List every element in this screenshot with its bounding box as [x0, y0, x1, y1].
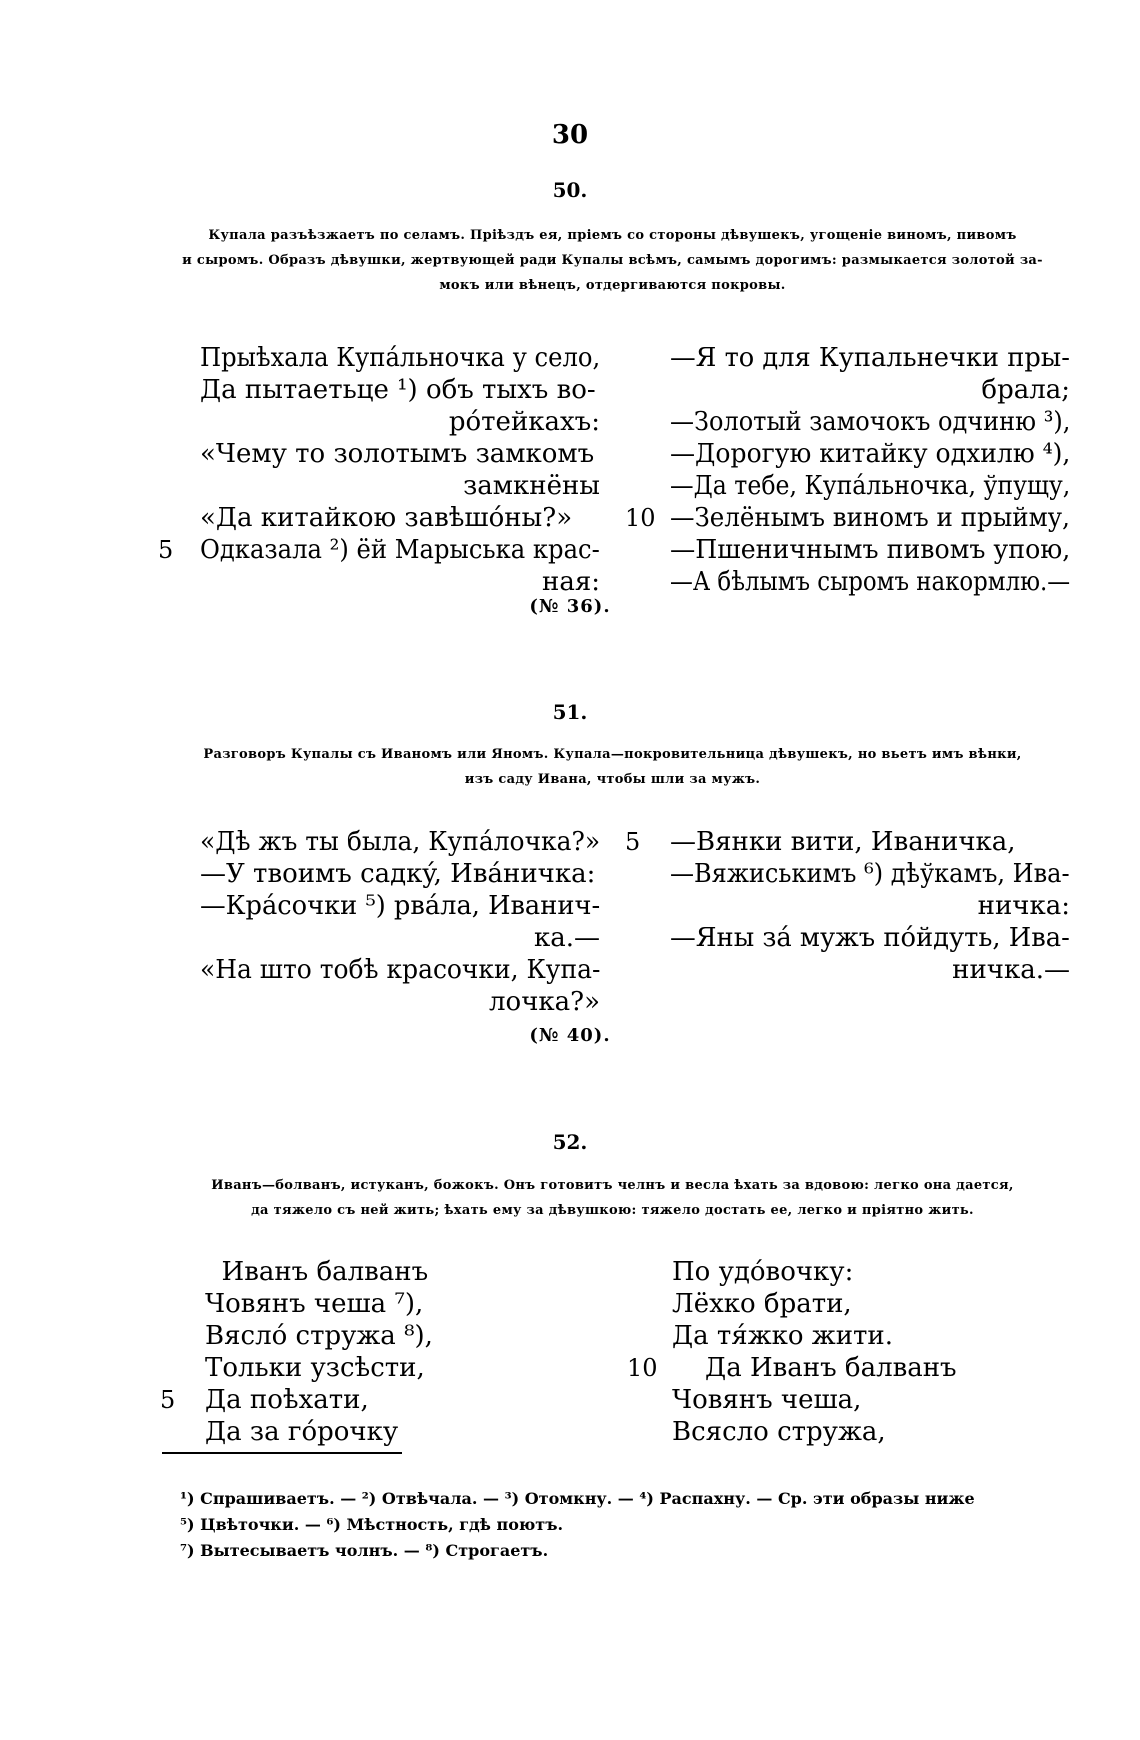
verse-text: —Яны зá мужъ пóйдуть, Ива- — [670, 923, 1070, 953]
verse-text: —Зелёнымъ виномъ и прыйму, — [670, 503, 1070, 533]
verse-text: Лёхко брати, — [672, 1289, 852, 1319]
verse-line — [200, 858, 600, 890]
intro-line: и сыромъ. Образъ дѣвушки, жертвующей ради Купалы всѣмъ, самымъ дорогимъ: размыкается золотой за- — [182, 253, 1043, 268]
footnote-line: ⁷) Вытесываетъ чолнъ. — ⁸) Строгаетъ. — [180, 1541, 549, 1560]
verse-line — [670, 534, 1070, 566]
verse-line — [200, 374, 600, 406]
verse-text: —Вянки вити, Иваничка, — [670, 827, 1016, 857]
verse-line — [672, 1416, 1032, 1448]
verse-line — [205, 1352, 565, 1384]
song-52-intro — [160, 1173, 1065, 1223]
verse-line — [200, 470, 600, 502]
verse-line — [200, 566, 600, 598]
verse-line — [200, 922, 600, 954]
verse-line — [200, 406, 600, 438]
line-number: 5 — [158, 536, 174, 564]
line-number: 5 — [160, 1386, 176, 1414]
verse-text: ная: — [542, 567, 600, 597]
verse-line — [670, 858, 1070, 890]
footnote-divider — [162, 1452, 402, 1454]
song-50-left-column — [158, 342, 601, 598]
footnote-line: ¹) Спрашиваетъ. — ²) Отвѣчала. — ³) Отомкну. — ⁴) Распахну. — Ср. эти образы ниже — [180, 1489, 975, 1508]
song-50-reference: (№ 36). — [529, 596, 611, 617]
footnotes — [180, 1486, 975, 1564]
verse-text: —Да тебе, Купáльночка, ўпущу, — [670, 471, 1071, 501]
verse-text: —Крáсочки ⁵) рвáла, Иванич- — [200, 891, 601, 921]
song-number-50: 50. — [552, 178, 588, 202]
verse-line — [627, 1352, 1032, 1384]
verse-line — [670, 438, 1070, 470]
verse-line — [625, 826, 1070, 858]
verse-line — [200, 438, 600, 470]
footnote-line: ⁵) Цвѣточки. — ⁶) Мѣстность, гдѣ поютъ. — [180, 1515, 564, 1534]
verse-text: Иванъ балванъ — [205, 1257, 429, 1287]
verse-line — [672, 1288, 1032, 1320]
verse-text: Вясло́ стружа ⁸), — [205, 1321, 433, 1351]
verse-line — [672, 1256, 1032, 1288]
verse-line — [625, 502, 1070, 534]
verse-line — [670, 954, 1070, 986]
verse-text: Прыѣхала Купáльночка у село, — [200, 343, 601, 373]
song-52-left-column — [160, 1256, 565, 1448]
verse-line — [672, 1320, 1032, 1352]
verse-text: ничка: — [977, 891, 1070, 921]
verse-line — [670, 922, 1070, 954]
verse-text: «Да китайкою завѣшóны?» — [200, 503, 573, 533]
verse-line — [205, 1256, 565, 1288]
verse-text: Всясло стружа, — [672, 1417, 886, 1447]
verse-line — [670, 470, 1070, 502]
intro-line: да тяжело съ ней жить; ѣхать ему за дѣвушкою: тяжело достать ее, легко и прiятно жить. — [251, 1203, 974, 1218]
intro-line: изъ саду Ивана, чтобы шли за мужъ. — [464, 772, 761, 787]
song-51-left-column — [200, 826, 600, 1018]
verse-line — [200, 342, 600, 374]
song-50-right-column — [625, 342, 1071, 598]
verse-text: Човянъ чеша, — [672, 1385, 862, 1415]
verse-text: лочка?» — [489, 987, 600, 1017]
verse-text: —Золотый замочокъ одчиню ³), — [670, 407, 1071, 437]
page-number: 30 — [551, 120, 589, 150]
song-51-reference: (№ 40). — [529, 1025, 611, 1046]
line-number: 10 — [627, 1354, 658, 1382]
verse-text: «Чему то золотымъ замкомъ — [200, 439, 595, 469]
verse-line — [672, 1384, 1032, 1416]
verse-line — [670, 374, 1070, 406]
verse-text: —Я то для Купальнечки пры- — [670, 343, 1070, 373]
verse-text: «Дѣ жъ ты была, Купáлочка?» — [200, 827, 601, 857]
line-number: 10 — [625, 504, 656, 532]
verse-text: Човянъ чеша ⁷), — [205, 1289, 424, 1319]
song-number-52: 52. — [552, 1130, 588, 1154]
line-number: 5 — [625, 828, 641, 856]
verse-text: Да поѣхати, — [205, 1385, 369, 1415]
verse-line — [200, 502, 600, 534]
intro-line: Разговоръ Купалы съ Иваномъ или Яномъ. Купала—покровительница дѣвушекъ, но вьетъ имъ вѣнки, — [203, 747, 1022, 762]
verse-line — [205, 1320, 565, 1352]
verse-text: —Пшеничнымъ пивомъ упою, — [670, 535, 1071, 565]
song-51-intro — [160, 742, 1065, 792]
verse-text: По удóвочку: — [672, 1257, 854, 1287]
verse-line — [205, 1416, 565, 1448]
verse-text: —А бѣлымъ сыромъ накормлю.— — [670, 567, 1071, 597]
verse-text: «На што тобѣ красочки, Купа- — [200, 955, 601, 985]
verse-line — [670, 406, 1070, 438]
verse-line — [670, 566, 1070, 598]
song-51-right-column — [625, 826, 1070, 986]
verse-text: Да Иванъ балванъ — [672, 1353, 957, 1383]
verse-text: ка.— — [533, 923, 600, 953]
verse-line — [670, 342, 1070, 374]
verse-text: Одказала ²) ёй Марыська крас- — [200, 535, 600, 565]
verse-text: —Вяжиськимъ ⁶) дѣўкамъ, Ива- — [670, 859, 1070, 889]
verse-text: Да за гóрочку — [205, 1417, 399, 1447]
verse-text: Да тя́жко жити. — [672, 1321, 893, 1351]
song-number-51: 51. — [552, 700, 588, 724]
verse-text: —Дорогую китайку одхилю ⁴), — [670, 439, 1071, 469]
verse-line — [200, 826, 600, 858]
verse-line — [200, 890, 600, 922]
verse-line — [160, 1384, 565, 1416]
verse-text: брала; — [981, 375, 1070, 405]
verse-text: —У твоимъ садкý, Ивáничка: — [200, 859, 596, 889]
verse-line — [158, 534, 600, 566]
verse-text: Да пытаетьце ¹) объ тыхъ во- — [200, 375, 596, 405]
verse-line — [205, 1288, 565, 1320]
verse-text: замкнёны — [463, 471, 600, 501]
intro-line: Купала разъѣзжаетъ по селамъ. Прiѣздъ ея, прiемъ со стороны дѣвушекъ, угощенiе виномъ, пивомъ — [208, 228, 1017, 243]
song-52-right-column — [627, 1256, 1032, 1448]
intro-line: Иванъ—болванъ, истуканъ, божокъ. Онъ готовитъ челнъ и весла ѣхать за вдовою: легко она дается, — [211, 1178, 1014, 1193]
intro-line: мокъ или вѣнецъ, отдергиваются покровы. — [439, 278, 786, 293]
song-50-intro — [160, 223, 1065, 298]
verse-line — [200, 986, 600, 1018]
verse-text: рóтейкахъ: — [448, 407, 600, 437]
verse-text: Тольки узсѣсти, — [205, 1353, 425, 1383]
verse-line — [200, 954, 600, 986]
verse-text: ничка.— — [952, 955, 1070, 985]
verse-line — [670, 890, 1070, 922]
